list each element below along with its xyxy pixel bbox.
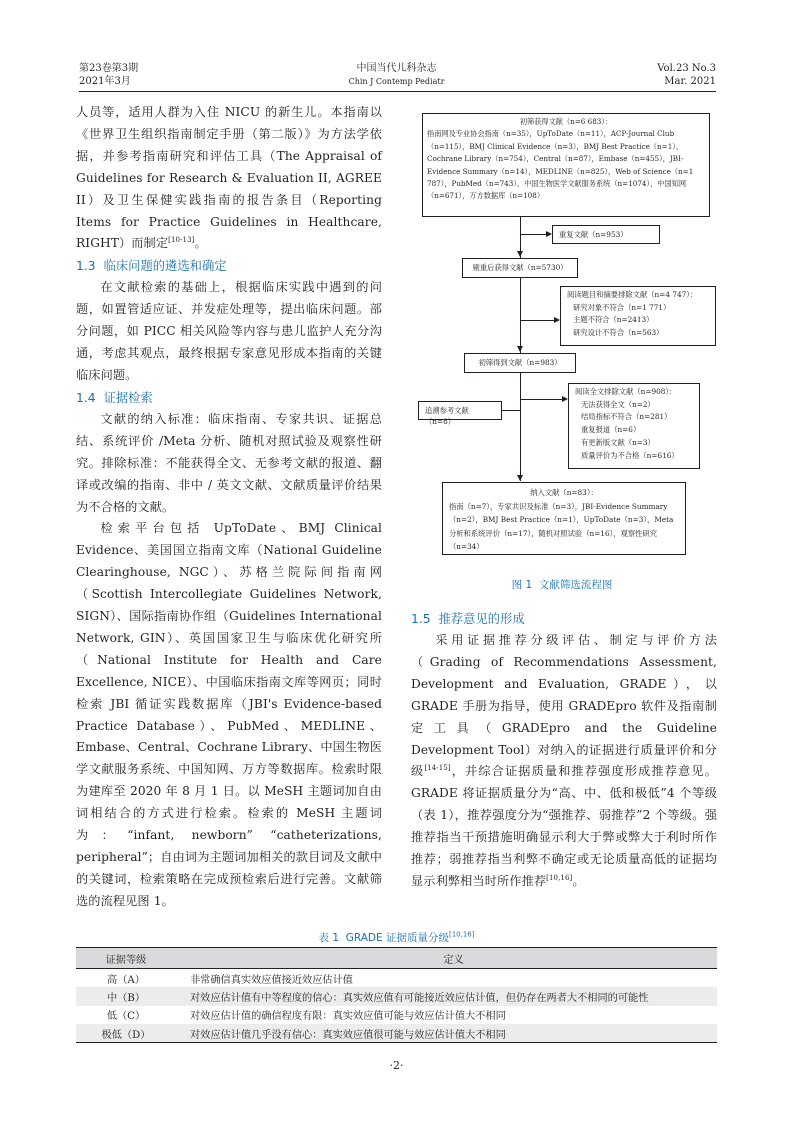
grade-table	[76, 947, 717, 1043]
table-cell: 对效应估计值有中等程度的信心：真实效应值有可能接近效应估计值，但仍存在两者大不相同的可能性	[176, 987, 717, 1006]
journal-date-en: Mar. 2021	[664, 76, 716, 87]
table-header-row	[76, 948, 717, 969]
journal-volume-en: Vol.23 No.3	[657, 63, 716, 74]
flow-box-prelim: 初筛得到文献（n=983）	[464, 353, 576, 373]
table-cell: 极低（D）	[76, 1024, 176, 1043]
section-heading-1-3: 1.3 临床问题的遴选和确定	[76, 259, 227, 274]
table-row	[76, 987, 717, 1006]
flow-line	[520, 320, 556, 321]
left-column	[76, 102, 382, 913]
table-cell: 高（A）	[107, 974, 145, 986]
table-row	[76, 1024, 717, 1043]
flow-box-exclusion-fulltext: 阅读全文排除文献（n=908）： 无法获得全文（n=2） 结局指标不符合（n=281） 重复报道（n=6） 有更新版文献（n=3） 质量评价为不合格（n=616）	[568, 383, 700, 469]
flow-box-initial: 初筛获得文献（n=6 683）： 指南网及专业协会指南（n=35），UpToDate（n=11），ACP-Journal Club（n=115），BMJ Clinical Evidence（n=3），BMJ Best Practice（n=1），Cochrane Library（n=754），Central（n=87），Embase（n=455），JBI-Evidence Summary（n=14），MEDLINE（n=825），Web of Science（n=1 787），PubMed（n=743），中国生物医学文献服务系统（n=1074），中国知网（n=671），万方数据库（n=108）	[422, 113, 710, 217]
flow-box-exclusion-abstract: 阅读题目和摘要排除文献（n=4 747）： 研究对象不符合（n=1 771） 主题不符合（n=2413） 研究设计不符合（n=563）	[560, 286, 716, 346]
table-cell: 非常确信真实效应值接近效应估计值	[190, 974, 353, 986]
flow-line	[520, 373, 521, 481]
page-number: ·2·	[389, 1059, 404, 1072]
journal-title: 中国当代儿科杂志	[356, 63, 437, 74]
citation[interactable]: [14-15]	[424, 764, 451, 773]
table-row	[76, 969, 717, 988]
flow-box-included: 纳入文献（n=83）： 指南（n=7），专家共识及标准（n=3），JBI-Evidence Summary（n=2），BMJ Best Practice（n=1），UpToDate（n=3），Meta 分析和系统评价（n=17），随机对照试验（n=16），观察性研究（n=34）	[442, 482, 686, 555]
table-cell: 中（B）	[76, 987, 176, 1006]
paragraph-1-3: 在文献检索的基础上，根据临床实践中遇到的问题，如置管适应证、并发症处理等，提出临床问题。部分问题，如 PICC 相关风险等内容与患儿监护人充分沟通，考虑其观点，最终根据专家意见形成本指南的关键临床问题。	[76, 280, 382, 382]
flow-line	[520, 399, 564, 400]
header-rule	[79, 91, 716, 92]
flow-arrow	[517, 475, 523, 481]
citation[interactable]: [10,16]	[546, 873, 573, 882]
table-caption: 表 1 GRADE 证据质量分级[10,16]	[318, 930, 475, 944]
journal-date: 2021年3月	[79, 76, 131, 87]
flow-arrow	[517, 346, 523, 352]
flow-box-after-dedup: 剔重后获得文献（n=5730）	[462, 258, 578, 278]
flowchart	[402, 103, 722, 573]
paragraph-1-5: 采用证据推荐分级评估、制定与评价方法（Grading of Recommendations Assessment, Development and Evaluation, GRADE），以 GRADE 手册为指导，使用 GRADEpro 软件及指南制定工具（GRADEpro and the Guideline Development Tool）对纳入的证据进行质量评价和分级[14-15]，并综合证据质量和推荐强度形成推荐意见。GRADE 将证据质量分为“高、中、低和极低”4 个等级（表 1），推荐强度分为“强推荐、弱推荐”2 个等级。强推荐指当干预措施明确显示利大于弊或弊大于利时所作推荐；弱推荐指当利弊不确定或无论质量高低的证据均显示利弊相当时所作推荐[10,16]。	[411, 633, 718, 888]
running-header-right	[600, 62, 716, 88]
paragraph-intro: 人员等，适用人群为入住 NICU 的新生儿。本指南以《世界卫生组织指南制定手册（第二版）》为方法学依据，并参考指南研究和评估工具（The Appraisal of Guidelines for Research & Evaluation II, AGREE II）及卫生保健实践指南的报告条目（Reporting Items for Practice Guidelines in Healthcare, RIGHT）而制定[10-13]。	[76, 105, 382, 251]
paragraph-1-4-search: 检索平台包括 UpToDate、BMJ Clinical Evidence、美国国立指南文库（National Guideline Clearinghouse, NGC）、苏格兰院际间指南网（Scottish Intercollegiate Guidelines Network, SIGN）、国际指南协作组（Guidelines International Network, GIN）、英国国家卫生与临床优化研究所（National Institute for Health and Care Excellence, NICE）、中国临床指南文库等网页；同时检索 JBI 循证实践数据库（JBI's Evidence-based Practice Database）、PubMed、MEDLINE、Embase、Central、Cochrane Library、中国生物医学文献服务系统、中国知网、万方等数据库。检索时限为建库至 2020 年 8 月 1 日。以 MeSH 主题词加自由词相结合的方式进行检索。检索的 MeSH 主题词为：“infant, newborn” “catheterizations, peripheral”；自由词为主题词加相关的款目词及文献中的关键词，检索策略在完成预检索后进行完善。文献筛选的流程见图 1。	[76, 521, 382, 908]
journal-volume-issue: 第23卷第3期	[79, 63, 139, 74]
right-column	[411, 608, 717, 893]
table-cell: 对效应估计值的确信程度有限：真实效应值可能与效应估计值大不相同	[190, 1011, 506, 1023]
paragraph-1-4-criteria: 文献的纳入标准：临床指南、专家共识、证据总结、系统评价 /Meta 分析、随机对照试验及观察性研究。排除标准：不能获得全文、无参考文献的报道、翻译或改编的指南、非中 / 英文文献、文献质量评价结果为不合格的文献。	[76, 411, 382, 514]
table-cell: 低（C）	[106, 1011, 146, 1023]
flow-box-duplicates: 重复文献（n=953）	[552, 225, 660, 244]
table-row	[76, 1006, 717, 1025]
flow-line	[502, 410, 520, 411]
figure-caption: 图 1 文献筛选流程图	[511, 579, 613, 591]
citation[interactable]: [10-13]	[168, 236, 195, 245]
flow-box-trace-refs: 追溯参考文献（n=8）	[418, 401, 502, 420]
flow-line	[520, 234, 546, 235]
flow-arrow	[517, 251, 523, 257]
section-heading-1-5: 1.5 推荐意见的形成	[411, 612, 525, 626]
table-cell: 对效应估计值几乎没有信心：真实效应值很可能与效应估计值大不相同	[176, 1024, 717, 1043]
citation[interactable]: [10,16]	[448, 930, 475, 939]
section-heading-1-4: 1.4 证据检索	[76, 390, 153, 405]
table-header: 定义	[176, 948, 717, 969]
table-header: 证据等级	[76, 948, 176, 969]
journal-title-en: Chin J Contemp Pediatr	[348, 77, 445, 86]
